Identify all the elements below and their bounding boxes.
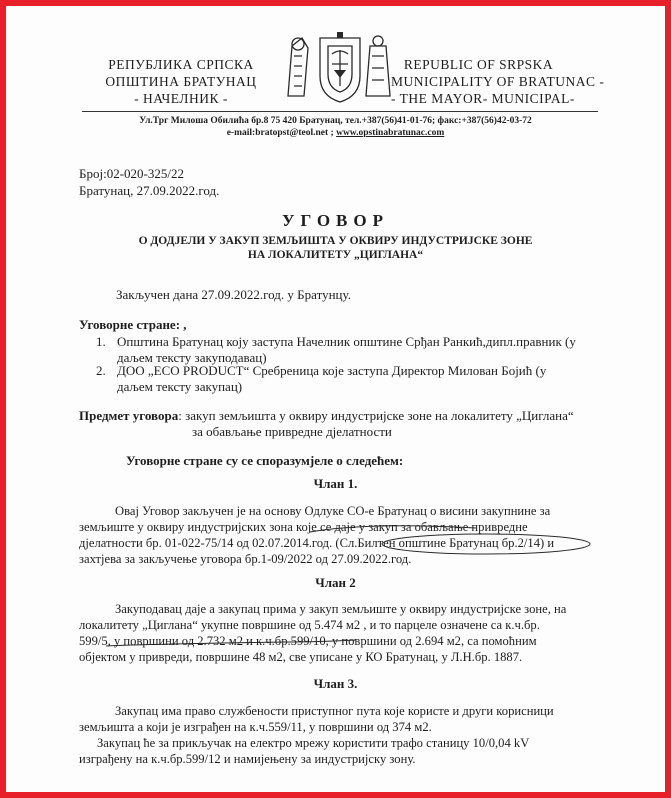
article-line: Закуподавац даје а закупац прима у закуп земљиште у оквиру индустријске зоне, на [115,602,567,616]
party-text: даљем тексту закупац) [117,379,243,394]
document-number: Број:02-020-325/22 [79,166,184,181]
party-number: 2. [96,363,106,378]
subject-text-cont: за обављање привредне дјелатности [192,424,392,439]
handwritten-annotation-icon [306,520,606,560]
document-subtitle-line: НА ЛОКАЛИТЕТУ „ЦИГЛАНА“ [247,249,424,261]
article-line: изграђену на к.ч.бр.599/12 и намијењену за индустријску зону. [79,752,416,766]
agreement-intro: Уговорне стране су се споразумјеле о следећем: [126,453,404,468]
subject-line [79,408,574,424]
article-line: Овај Уговор закључен је на основу Одлуке СО-е Братунац о висини закупнине за [115,504,551,518]
party-text: Општина Братунац коју заступа Начелник општине Срђан Ранкић,дипл.правник (у [117,334,576,349]
article-line: 599/5, у површини од 2.732 м2 и к.ч.бр.599/10, у површини од 2.694 м2, са помоћним [79,634,537,648]
article-line: локалитету „Циглана“ укупне површине од 5.474 м2 , и то парцеле означене са к.ч.бр. [79,618,540,632]
article-line: Закупац ће за прикључак на електро мрежу користити трафо станицу 10/0,04 kV [97,736,530,750]
concluded-statement: Закључен дана 27.09.2022.год. у Братунцу. [116,287,351,302]
article-title: Члан 1. [313,476,358,491]
article-body [79,703,584,767]
header-address: Ул.Трг Милоша Обилића бр.8 75 420 Братунац, тел.+387(56)41-01-76; факс:+387(56)42-03-72 [139,116,532,126]
document-title: УГОВОР [281,211,390,230]
article-title: Члан 2 [315,575,356,590]
article-line: захтјева за закључење уговора бр.1-09/2022 од 27.09.2022.год. [79,552,412,566]
article-line: дјелатности бр. 01-022-75/14 од 02.07.2014.год. (Сл.Билтен општине Братунац бр.2/14) и [79,536,555,550]
article-line: земљиште у оквиру индустријских зона које се даје у закуп за обављање привредне [79,520,528,534]
header-left-line: РЕПУБЛИКА СРПСКА [108,57,254,72]
document-subtitle-line: О ДОДЈЕЛИ У ЗАКУП ЗЕМЉИШТА У ОКВИРУ ИНДУСТРИЈСКЕ ЗОНЕ [138,235,533,247]
header-right-line: - THE MAYOR- MUNICIPAL- [391,91,575,106]
document-place-date: Братунац, 27.09.2022.год. [79,183,220,198]
header-left-line: - НАЧЕЛНИК - [134,91,228,106]
handwritten-underline-icon [66,626,366,654]
article-line: земљишта а који је изграђен на к.ч.559/11, у површини од 374 м2. [79,720,432,734]
municipality-crest-icon [280,26,400,106]
header-email: e-mail:bratopst@teol.net ; [226,128,337,138]
article-title: Члан 3. [313,676,358,691]
header-contact [6,127,665,139]
subject-text: : закуп земљишта у оквиру индустријске зоне на локалитету „Циглана“ [178,408,574,423]
party-number: 1. [96,334,106,349]
header-right-line: MUNICIPALITY OF BRATUNAC - [391,74,605,89]
party-text: ДОО „ECO PRODUCT“ Сребреница које заступа Директор Милован Бојић (у [117,363,547,378]
article-line: објектом у привреди, површине 48 м2, све уписане у КО Братунац, у Л.Н.бр. 1887. [79,650,523,664]
header-website-link[interactable]: www.opstinabratunac.com [336,128,445,138]
article-line: Закупац има право службености приступног пута које користе и други корисници [115,704,554,718]
subject-label: Предмет уговора [79,408,179,423]
document-page [6,6,665,792]
party-text: даљем тексту закуподавац) [117,350,267,365]
header-left [96,56,266,107]
header-left-line: ОПШТИНА БРАТУНАЦ [105,74,257,89]
header-right-line: REPUBLIC OF SRPSKA [403,57,554,72]
header-right [391,56,605,107]
header-divider [82,111,598,112]
parties-heading: Уговорне стране: , [79,317,187,332]
